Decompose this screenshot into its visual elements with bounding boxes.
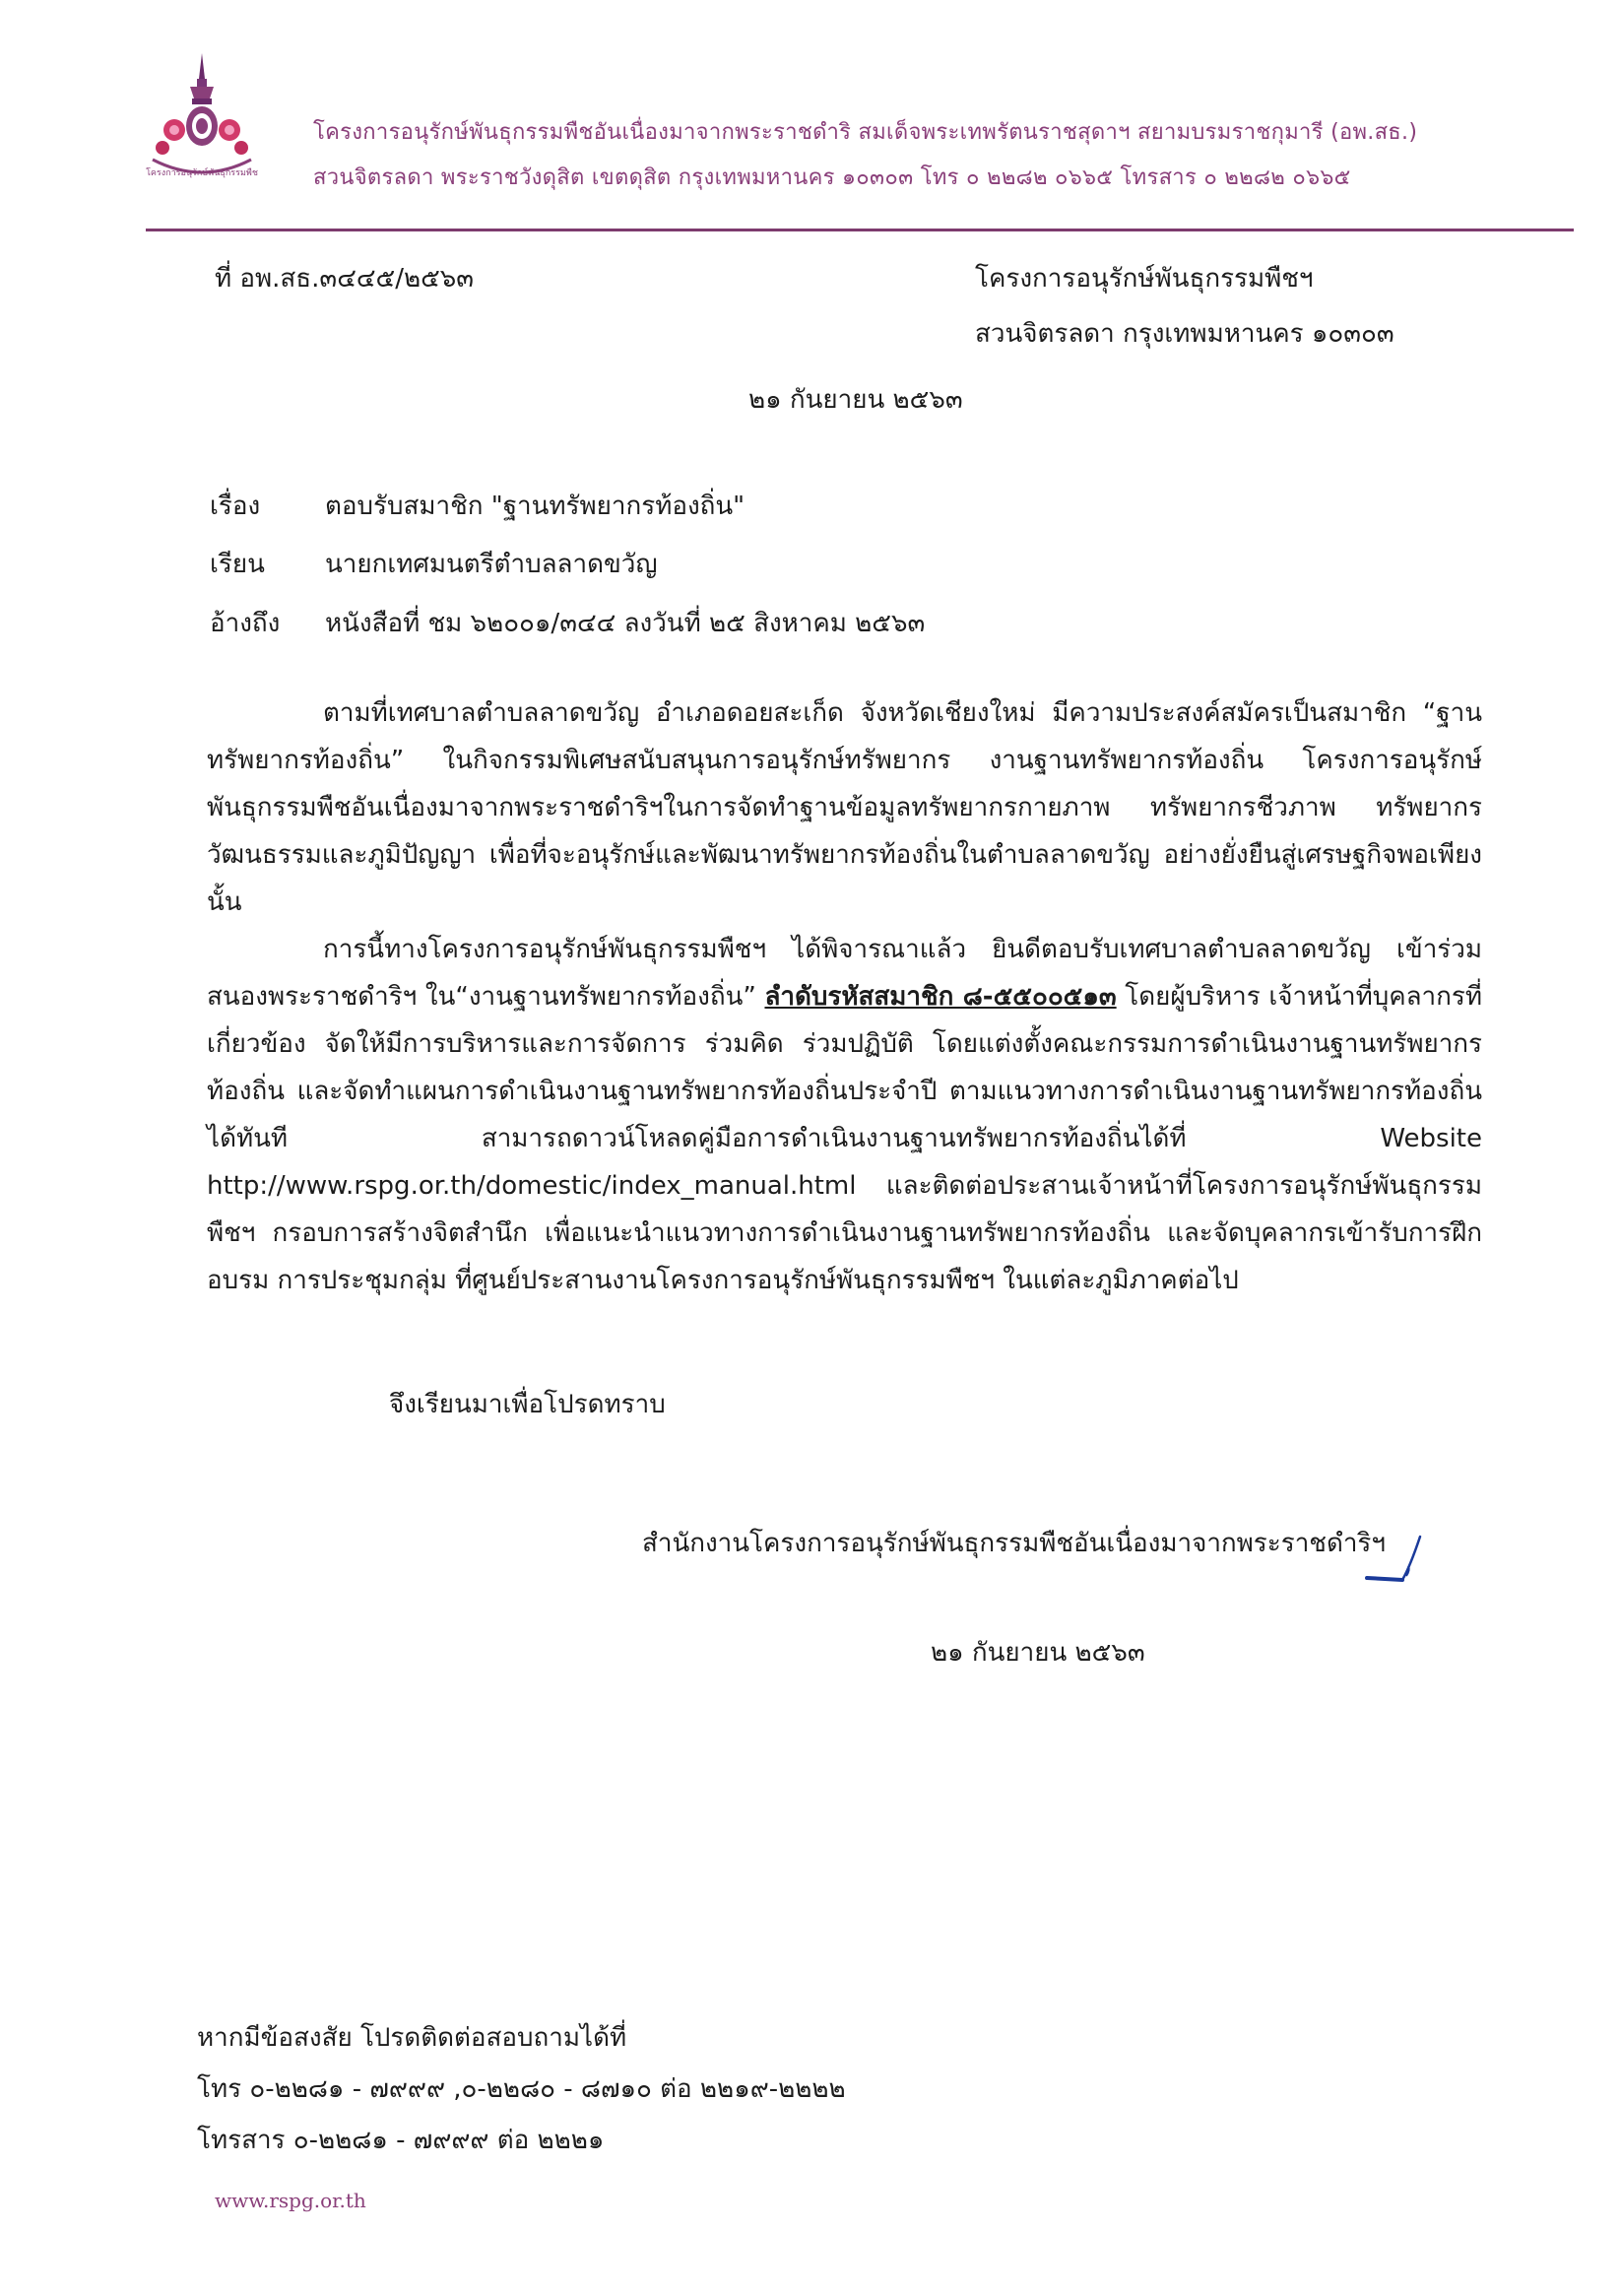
sender-address-line2: สวนจิตรลดา กรุงเทพมหานคร ๑๐๓๐๓ [975, 319, 1394, 349]
contact-intro: หากมีข้อสงสัย โปรดติดต่อสอบถามได้ที่ [197, 2023, 627, 2053]
letter-date: ๒๑ กันยายน ๒๕๖๓ [748, 385, 963, 415]
signature-office: สำนักงานโครงการอนุรักษ์พันธุกรรมพืชอันเนื่องมาจากพระราชดำริฯ [642, 1529, 1386, 1558]
logo-caption: โครงการอนุรักษ์พันธุกรรมพืช [146, 168, 258, 178]
letterhead-line2: สวนจิตรลดา พระราชวังดุสิต เขตดุสิต กรุงเทพมหานคร ๑๐๓๐๓ โทร ๐ ๒๒๘๒ ๐๖๖๕ โทรสาร ๐ ๒๒๘๒ ๐๖๖๕ [313, 165, 1351, 190]
letterhead-divider [146, 229, 1574, 231]
signature-mark-icon [1359, 1527, 1438, 1596]
reference-label: อ้างถึง [210, 609, 281, 638]
sender-address-line1: โครงการอนุรักษ์พันธุกรรมพืชฯ [975, 264, 1314, 294]
contact-phone: โทร ๐-๒๒๘๑ - ๗๙๙๙ ,๐-๒๒๘๐ - ๘๗๑๐ ต่อ ๒๒๑๙-๒๒๒๒ [197, 2074, 846, 2104]
website-link[interactable]: www.rspg.or.th [215, 2189, 366, 2212]
contact-fax: โทรสาร ๐-๒๒๘๑ - ๗๙๙๙ ต่อ ๒๒๒๑ [197, 2126, 605, 2155]
reference-value: หนังสือที่ ชม ๖๒๐๐๑/๓๔๔ ลงวันที่ ๒๕ สิงหาคม ๒๕๖๓ [325, 609, 926, 638]
body-paragraph-2 [207, 926, 1482, 1304]
signature-date: ๒๑ กันยายน ๒๕๖๓ [931, 1638, 1145, 1668]
letter-body [207, 689, 1482, 1304]
subject-label: เรื่อง [210, 492, 261, 521]
body-paragraph-1: ตามที่เทศบาลตำบลลาดขวัญ อำเภอดอยสะเก็ด จังหวัดเชียงใหม่ มีความประสงค์สมัครเป็นสมาชิก “ฐานทรัพยากรท้องถิ่น” ในกิจกรรมพิเศษสนับสนุนการอนุรักษ์ทรัพยากร งานฐานทรัพยากรท้องถิ่น โครงการอนุรักษ์พันธุกรรมพืชอันเนื่องมาจากพระราชดำริฯในการจัดทำฐานข้อมูลทรัพยากรกายภาพ ทรัพยากรชีวภาพ ทรัพยากรวัฒนธรรมและภูมิปัญญา เพื่อที่จะอนุรักษ์และพัฒนาทรัพยากรท้องถิ่นในตำบลลาดขวัญ อย่างยั่งยืนสู่เศรษฐกิจพอเพียง นั้น [207, 698, 1482, 917]
member-code: ลำดับรหัสสมาชิก ๘-๕๕๐๐๕๑๓ [764, 982, 1117, 1012]
closing-line: จึงเรียนมาเพื่อโปรดทราบ [389, 1390, 666, 1419]
to-value: นายกเทศมนตรีตำบลลาดขวัญ [325, 550, 658, 579]
body-paragraph-2-part-b: โดยผู้บริหาร เจ้าหน้าที่บุคลากรที่เกี่ยวข้อง จัดให้มีการบริหารและการจัดการ ร่วมคิด ร่วมปฏิบัติ โดยแต่งตั้งคณะกรรมการดำเนินงานฐานทรัพยากรท้องถิ่น และจัดทำแผนการดำเนินงานฐานทรัพยากรท้องถิ่นประจำปี ตามแนวทางการดำเนินงานฐานทรัพยากรท้องถิ่นได้ทันที สามารถดาวน์โหลดคู่มือการดำเนินงานฐานทรัพยากรท้องถิ่นได้ที่ Website http://www.rspg.or.th/domestic/index_manual.html และติดต่อประสานเจ้าหน้าที่โครงการอนุรักษ์พันธุกรรมพืชฯ กรอบการสร้างจิตสำนึก เพื่อแนะนำแนวทางการดำเนินงานฐานทรัพยากรท้องถิ่น และจัดบุคลากรเข้ารับการฝึกอบรม การประชุมกลุ่ม ที่ศูนย์ประสานงานโครงการอนุรักษ์พันธุกรรมพืชฯ ในแต่ละภูมิภาคต่อไป [207, 982, 1482, 1295]
letterhead-logo [143, 49, 261, 187]
letterhead-line1: โครงการอนุรักษ์พันธุกรรมพืชอันเนื่องมาจากพระราชดำริ สมเด็จพระเทพรัตนราชสุดาฯ สยามบรมราชกุมารี (อพ.สธ.) [313, 120, 1418, 145]
body-paragraph-2-part-a: การนี้ทางโครงการอนุรักษ์พันธุกรรมพืชฯ ได้พิจารณาแล้ว ยินดีตอบรับเทศบาลตำบลลาดขวัญ เข้าร่วมสนองพระราชดำริฯ ใน“งานฐานทรัพยากรท้องถิ่น” [207, 935, 1482, 1012]
to-label: เรียน [210, 550, 265, 579]
ref-number: ที่ อพ.สธ.๓๔๔๕/๒๕๖๓ [215, 264, 475, 294]
subject-value: ตอบรับสมาชิก "ฐานทรัพยากรท้องถิ่น" [325, 492, 746, 521]
